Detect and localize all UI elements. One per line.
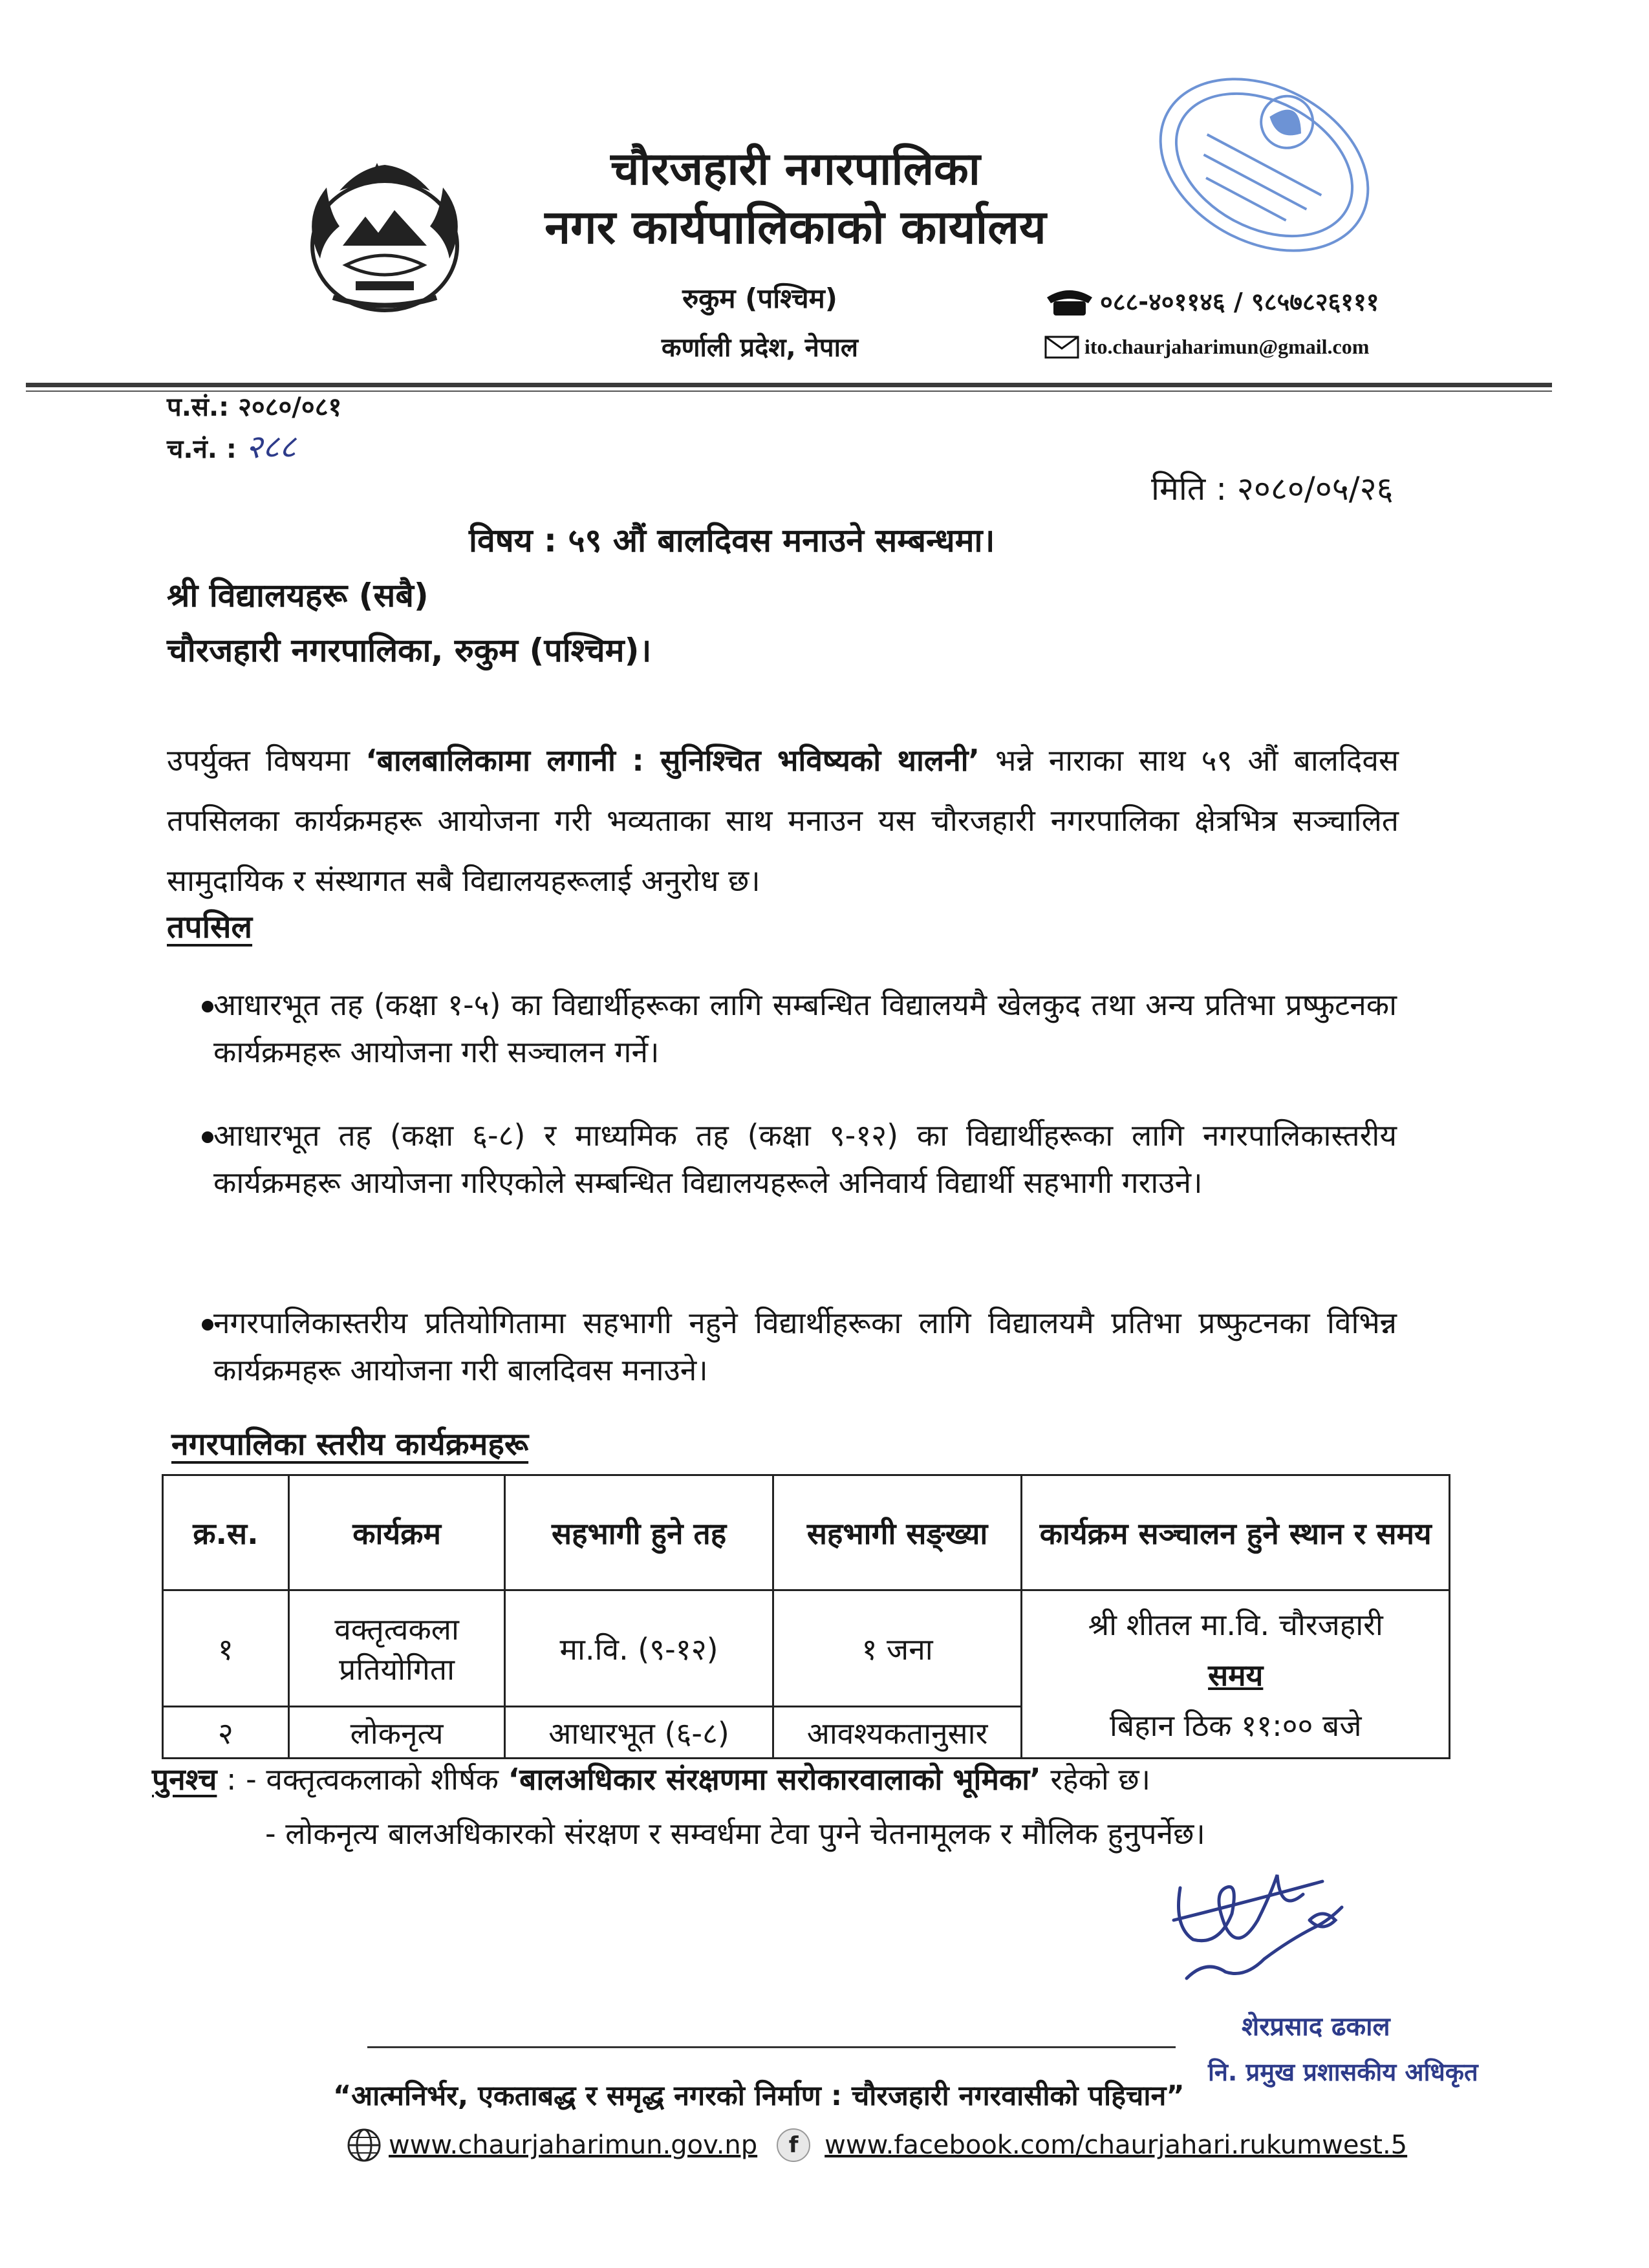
cell-program: लोकनृत्य xyxy=(288,1707,505,1759)
office-stamp xyxy=(1128,58,1400,272)
body-intro: उपर्युक्त विषयमा xyxy=(167,743,350,778)
footer-links xyxy=(346,2127,1407,2163)
signatory-name: शेरप्रसाद ढकाल xyxy=(1242,2012,1390,2042)
header-level: सहभागी हुने तह xyxy=(505,1475,773,1590)
cell-sn: २ xyxy=(163,1707,289,1759)
letter-subject: विषय : ५९ औं बालदिवस मनाउने सम्बन्धमा। xyxy=(469,522,995,559)
globe-icon xyxy=(346,2127,382,2163)
cell-level: आधारभूत (६-८) xyxy=(505,1707,773,1759)
phone-number: ०८८-४०११४६ / ९८५७८२६१११ xyxy=(1100,288,1379,316)
header-venue-time: कार्यक्रम सञ्चालन हुने स्थान र समय xyxy=(1022,1475,1450,1590)
district-name: रुकुम (पश्चिम) xyxy=(682,283,837,314)
letter-date: मिति : २०८०/०५/२६ xyxy=(1151,470,1394,508)
postscript-line-1 xyxy=(152,1759,1205,1799)
cell-count: १ जना xyxy=(773,1590,1022,1707)
email-contact xyxy=(1044,335,1369,359)
telephone-icon xyxy=(1044,284,1095,318)
addressee-line-2: चौरजहारी नगरपालिका, रुकुम (पश्चिम)। xyxy=(167,632,652,669)
postscript-prefix: : - वक्तृत्वकलाको शीर्षक xyxy=(226,1762,499,1797)
time-label: समय xyxy=(1208,1657,1264,1693)
header-count: सहभागी सङ्ख्या xyxy=(773,1475,1022,1590)
cell-venue-time xyxy=(1022,1590,1450,1759)
time-text: बिहान ठिक ११:०० बजे xyxy=(1109,1707,1362,1743)
list-item-text: आधारभूत तह (कक्षा १-५) का विद्यार्थीहरूका लागि सम्बन्धित विद्यालयमै खेलकुद तथा अन्य प्रतिभा प्रष्फुटनका कार्यक्रमहरू आयोजना गरी सञ्चालन गर्ने। xyxy=(213,987,1397,1069)
list-item xyxy=(213,1300,1397,1394)
postscript-line-2: - लोकनृत्य बालअधिकारको संरक्षण र सम्वर्धमा टेवा पुग्ने चेतनामूलक र मौलिक हुनुपर्नेछ। xyxy=(265,1816,1205,1851)
table-row xyxy=(163,1590,1450,1707)
cell-sn: १ xyxy=(163,1590,289,1707)
patra-sankhya xyxy=(167,388,341,423)
cell-level: मा.वि. (९-१२) xyxy=(505,1590,773,1707)
body-rest: भन्ने नाराका साथ ५९ औं बालदिवस तपसिलका कार्यक्रमहरू आयोजना गरी भव्यताका साथ मनाउन यस चौरजहारी नगरपालिका क्षेत्रभित्र सञ्चालित सामुदायिक र संस्थागत सबै विद्यालयहरूलाई अनुरोध छ। xyxy=(167,743,1399,898)
website-link[interactable]: www.chaurjaharimun.gov.np xyxy=(389,2130,758,2160)
addressee-line-1: श्री विद्यालयहरू (सबै) xyxy=(167,577,429,614)
postscript-label: पुनश्च xyxy=(152,1762,217,1797)
patra-sankhya-value: २०८०/०८१ xyxy=(238,392,342,422)
patra-sankhya-label: प.सं.: xyxy=(167,392,230,422)
list-item xyxy=(213,1112,1397,1206)
cell-program: वक्तृत्वकला प्रतियोगिता xyxy=(288,1590,505,1707)
facebook-link[interactable]: www.facebook.com/chaurjahari.rukumwest.5 xyxy=(824,2130,1408,2160)
campaign-slogan: ‘बालबालिकामा लगानी : सुनिश्चित भविष्यको थालनी’ xyxy=(365,743,980,778)
envelope-icon xyxy=(1044,336,1079,359)
postscript-suffix: रहेको छ। xyxy=(1050,1762,1151,1797)
venue-text: श्री शीतल मा.वि. चौरजहारी xyxy=(1088,1607,1383,1642)
list-item-text: आधारभूत तह (कक्षा ६-८) र माध्यमिक तह (कक्षा ९-१२) का विद्यार्थीहरूका लागि नगरपालिकास्तरीय कार्यक्रमहरू आयोजना गरिएकोले सम्बन्धित विद्यालयहरूले अनिवार्य विद्यार्थी सहभागी गराउने। xyxy=(213,1118,1397,1200)
bullet-icon xyxy=(202,1319,213,1331)
programs-table xyxy=(162,1474,1450,1759)
list-item xyxy=(213,981,1397,1076)
tapsil-heading: तपसिल xyxy=(167,909,253,945)
footer-divider xyxy=(367,2046,1176,2048)
speech-topic: ‘बालअधिकार संरक्षणमा सरोकारवालाको भूमिका’ xyxy=(508,1762,1041,1797)
office-name: नगर कार्यपालिकाको कार्यालय xyxy=(544,200,1046,254)
programs-heading: नगरपालिका स्तरीय कार्यक्रमहरू xyxy=(171,1426,529,1462)
facebook-icon: f xyxy=(777,2128,810,2162)
chalani-number-label: च.नं. : xyxy=(167,434,237,464)
province-name: कर्णाली प्रदेश, नेपाल xyxy=(661,333,859,363)
footer-slogan: “आत्मनिर्भर, एकताबद्ध र समृद्ध नगरको निर्माण : चौरजहारी नगरवासीको पहिचान” xyxy=(333,2080,1185,2112)
header-sn: क्र.स. xyxy=(163,1475,289,1590)
table-header-row xyxy=(163,1475,1450,1590)
email-address: ito.chaurjaharimun@gmail.com xyxy=(1084,335,1370,358)
cell-count: आवश्यकतानुसार xyxy=(773,1707,1022,1759)
bullet-icon xyxy=(202,1131,213,1143)
chalani-number-value: २८८ xyxy=(245,428,296,465)
header-program: कार्यक्रम xyxy=(288,1475,505,1590)
body-paragraph xyxy=(167,731,1399,911)
organization-name: चौरजहारी नगरपालिका xyxy=(610,142,980,195)
phone-contact xyxy=(1044,284,1379,318)
chalani-number xyxy=(167,423,296,467)
postscript-notes xyxy=(152,1759,1205,1853)
list-item-text: नगरपालिकास्तरीय प्रतियोगितामा सहभागी नहुने विद्यार्थीहरूका लागि विद्यालयमै प्रतिभा प्रष्फुटनका विभिन्न कार्यक्रमहरू आयोजना गरी बालदिवस मनाउने। xyxy=(213,1305,1397,1387)
header-divider xyxy=(26,383,1552,387)
signatory-title: नि. प्रमुख प्रशासकीय अधिकृत xyxy=(1208,2058,1478,2086)
handwritten-signature xyxy=(1161,1849,1374,2011)
bullet-icon xyxy=(202,1001,213,1012)
nepal-emblem-logo xyxy=(294,162,475,320)
